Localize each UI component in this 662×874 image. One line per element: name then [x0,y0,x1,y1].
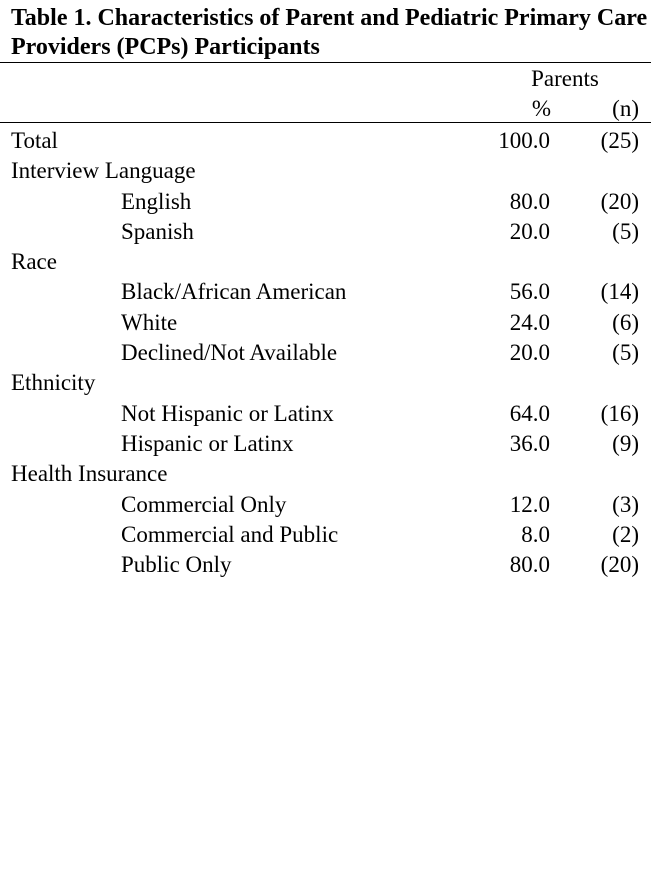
row-count: (20) [600,552,639,577]
table-row [0,127,651,157]
table-title: Table 1. Characteristics of Parent and Pediatric Primary Care Providers (PCPs) Participants [11,5,648,60]
row-percent: 12.0 [509,492,550,517]
row-label: Race [11,249,57,274]
row-count: (20) [600,189,639,214]
row-count: (16) [600,401,639,426]
row-label: White [121,310,178,335]
row-label: Public Only [121,552,232,577]
table-row [0,309,651,339]
row-count: (9) [612,431,639,456]
column-header-percent: % [531,96,551,121]
row-count: (25) [600,128,639,153]
table-top-rule [0,62,651,63]
column-group-header-parents: Parents [531,66,599,91]
table-row [0,157,651,187]
table-row [0,188,651,218]
row-label: English [121,189,192,214]
table-header-rule [0,122,651,123]
table-row [0,339,651,369]
row-percent: 56.0 [509,279,550,304]
row-percent: 20.0 [509,219,550,244]
table-row [0,400,651,430]
table-row [0,551,651,581]
table-row [0,369,651,399]
row-label: Interview Language [11,158,196,183]
row-percent: 80.0 [509,189,550,214]
row-percent: 100.0 [498,128,550,153]
table-row [0,521,651,551]
row-label: Black/African American [121,279,347,304]
row-percent: 80.0 [509,552,550,577]
row-count: (5) [612,340,639,365]
row-percent: 24.0 [509,310,550,335]
row-label: Not Hispanic or Latinx [121,401,334,426]
row-label: Total [11,128,58,153]
row-percent: 20.0 [509,340,550,365]
table-row [0,430,651,460]
row-label: Hispanic or Latinx [121,431,294,456]
row-label: Commercial and Public [121,522,339,547]
row-count: (3) [612,492,639,517]
row-label: Declined/Not Available [121,340,338,365]
table-row [0,248,651,278]
row-label: Spanish [121,219,194,244]
table-row [0,278,651,308]
row-count: (2) [612,522,639,547]
row-percent: 8.0 [521,522,550,547]
row-percent: 36.0 [509,431,550,456]
table-row [0,218,651,248]
table-row [0,491,651,521]
row-label: Commercial Only [121,492,287,517]
row-percent: 64.0 [509,401,550,426]
row-label: Ethnicity [11,370,96,395]
column-header-count: (n) [612,96,639,121]
row-count: (6) [612,310,639,335]
row-count: (5) [612,219,639,244]
row-label: Health Insurance [11,461,168,486]
row-count: (14) [600,279,639,304]
table-row [0,460,651,490]
